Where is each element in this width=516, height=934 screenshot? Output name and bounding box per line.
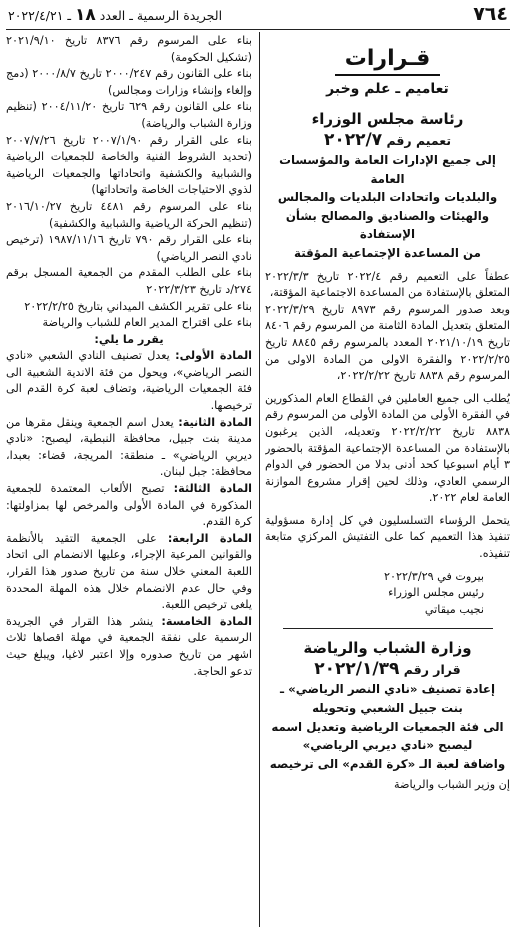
- issue-date: ٢٠٢٢/٤/٢١: [8, 8, 64, 23]
- article: [6, 415, 252, 481]
- citation: بناء على تقرير الكشف الميداني بتاريخ ٢٠٢٢/٢/٢٥: [24, 299, 252, 313]
- ministry-title: وزارة الشباب والرياضة: [303, 639, 472, 658]
- citation: بناء على القانون رقم ٢٠٠٠/٢٤٧ تاريخ ٢٠٠٠/٨/٧ (دمج وإلغاء وإنشاء وزارات ومجالس): [6, 67, 252, 97]
- gazette-name: الجريدة الرسمية: [136, 8, 223, 23]
- decides-line: يقرر ما يلي:: [94, 332, 164, 346]
- circular-subject: إلى جميع الإدارات العامة والمؤسسات العامة والبلديات واتحادات البلديات والمجالس والهيئات والصناديق والمصالح بشأن الإستفادة من المساعدة الإجتماعية المؤقتة: [277, 153, 498, 260]
- article: [6, 614, 252, 680]
- article-label: المادة الأولى:: [175, 349, 252, 363]
- page-number: ٧٦٤: [473, 3, 508, 25]
- article-label: المادة الخامسة:: [161, 614, 252, 628]
- circular-paragraph: عطفاً على التعميم رقم ٢٠٢٢/٤ تاريخ ٢٠٢٢/٣/٣ المتعلق بالإستفادة من المساعدة الاجتماعية المؤقتة،: [265, 269, 510, 300]
- page-header: [6, 3, 510, 30]
- article-text: على الجمعية التقيد بالأنظمة والقوانين المرعية الإجراء، وعليها الانضمام الى اتحاد اللعبة المعني خلال سنة من تاريخ صدور هذا القرار، وفي حال عدم الانضمام خلال هذه المهلة المحددة يلغى ترخيص اللعبة.: [6, 531, 252, 612]
- citation: بناء على المرسوم رقم ٤٤٨١ تاريخ ٢٠١٦/١٠/٢٧ (تنظيم الحركة الرياضية والشبابية والكشفية): [6, 199, 252, 230]
- ministry-title: رئاسة مجلس الوزراء: [311, 110, 464, 128]
- citation: بناء على القانون رقم ٦٢٩ تاريخ ٢٠٠٤/١١/٢٠ (تنظيم وزارة الشباب والرياضة): [6, 100, 252, 130]
- signature-block: بيروت في ٢٠٢٢/٣/٢٩ رئيس مجلس الوزراء نجيب ميقاتي: [384, 569, 484, 616]
- issue-label: العدد: [99, 8, 126, 23]
- column-divider: [259, 32, 260, 927]
- article-text: تصبح الألعاب المعتمدة للجمعية المذكورة في المادة الأولى والمرخص لها بمزاولتها: كرة القدم.: [6, 482, 252, 529]
- article: [6, 481, 252, 531]
- citation: بناء على الطلب المقدم من الجمعية المسجل برقم ٢٧٤/د تاريخ ٢٠٢٢/٣/٢٣: [6, 266, 252, 296]
- article-text: ينشر هذا القرار في الجريدة الرسمية على نفقة الجمعية في مهلة اقصاها ثلاث اشهر من تاريخ صدوره وإلا اعتبر لاغيا، ويبلغ حيث تدعو الحاجة.: [6, 614, 252, 678]
- article: [6, 348, 252, 414]
- article-label: المادة الرابعة:: [167, 531, 252, 545]
- circular-paragraph: يُطلب الى جميع العاملين في القطاع العام المذكورين في الفقرة الأولى من المادة الأولى من المرسوم رقم ٨٨٣٨ تاريخ ٢٠٢٢/٢/٢٢ وتعديله، الذين يرغبون بالإستفادة من المساعدة الإجتماعية المؤقتة بالحضور ٣ أيام اسبوعيا كحد أدنى بدلا من الحضور في الدوام الرسمي العادي، وذلك لحين إقرار مشروع الموازنة العامة لعام ٢٠٢٢.: [265, 391, 510, 505]
- circular-paragraph: وبعد صدور المرسوم رقم ٨٩٧٣ تاريخ ٢٠٢٢/٣/٢٩ المتعلق بتعديل المادة الثامنة من المرسوم رقم ٨٤٠٦ تاريخ ٢٠٢١/١٠/١٩ المعدد بالمرسوم رقم ٨٨٤٥ تاريخ ٢٠٢٢/٢/٢٥ والفقرة الاولى من المادة الاولى من المرسوم رقم ٨٨٣٨ تاريخ ٢٠٢٢/٢/٢٢،: [265, 302, 510, 383]
- decision-subject: إعادة تصنيف «نادي النصر الرياضي» ـ بنت جبيل الشعبي وتحويله الى فئة الجمعيات الرياضية وتعديل اسمه ليصبح «نادي ديربي الرياضي» واضافة لعبة الـ «كرة القدم» الى ترخيصه: [269, 682, 506, 771]
- article: [6, 531, 252, 614]
- section-subheading: تعاميم ـ علم وخبر: [326, 81, 449, 97]
- article-text: يعدل اسم الجمعية وينقل مقرها من مدينة بنت جبيل، محافظة النبطية، ليصبح: «نادي ديربي الرياضي» ـ منطقة: المريجة، قضاء: بعبدا، محافظة: جبل لبنان.: [6, 415, 252, 479]
- citation: بناء على اقتراح المدير العام للشباب والرياضة: [42, 316, 252, 330]
- issue-info: الجريدة الرسمية ـ العدد ١٨ ـ ٢٠٢٢/٤/٢١: [8, 5, 223, 25]
- circular-paragraph: يتحمل الرؤساء التسلسليون في كل إدارة مسؤولية تنفيذ هذا التعميم كما على التفتيش المركزي متابعة تنفيذه.: [265, 513, 510, 561]
- citation: بناء على القرار رقم ٧٩٠ تاريخ ١٩٨٧/١١/١٦ (ترخيص نادي النصر الرياضي): [6, 233, 252, 263]
- issue-number: ١٨: [75, 5, 96, 25]
- section-separator: [283, 628, 493, 629]
- section-heading: قـرارات: [265, 45, 510, 76]
- article-label: المادة الثالثة:: [173, 482, 252, 496]
- left-column: [6, 33, 252, 930]
- right-column: [265, 33, 510, 930]
- article-label: المادة الثانية:: [178, 415, 252, 429]
- article-text: يعدل تصنيف النادي الشعبي «نادي النصر الرياضي»، ويحول من فئة الاندية الشعبية الى فئة الجمعيات الرياضية، وتضاف لعبة كرة القدم الى ترخيصها.: [6, 349, 252, 413]
- decision-number: قرار رقم ٢٠٢٢/١/٣٩: [314, 659, 461, 680]
- citation: بناء على المرسوم رقم ٨٣٧٦ تاريخ ٢٠٢١/٩/١٠ (تشكيل الحكومة): [6, 34, 252, 64]
- circular-number: تعميم رقم ٢٠٢٢/٧: [323, 130, 452, 150]
- citation: بناء على القرار رقم ٢٠٠٧/١/٩٠ تاريخ ٢٠٠٧/٧/٢٦ (تحديد الشروط الفنية والخاصة للجمعيات الرياضية والشبابية والكشفية واتحاداتها والجمعيات الرياضية لذوي الاحتياجات الخاصة واتحاداتها): [6, 133, 252, 197]
- decision-intro: إن وزير الشباب والرياضة: [393, 778, 510, 792]
